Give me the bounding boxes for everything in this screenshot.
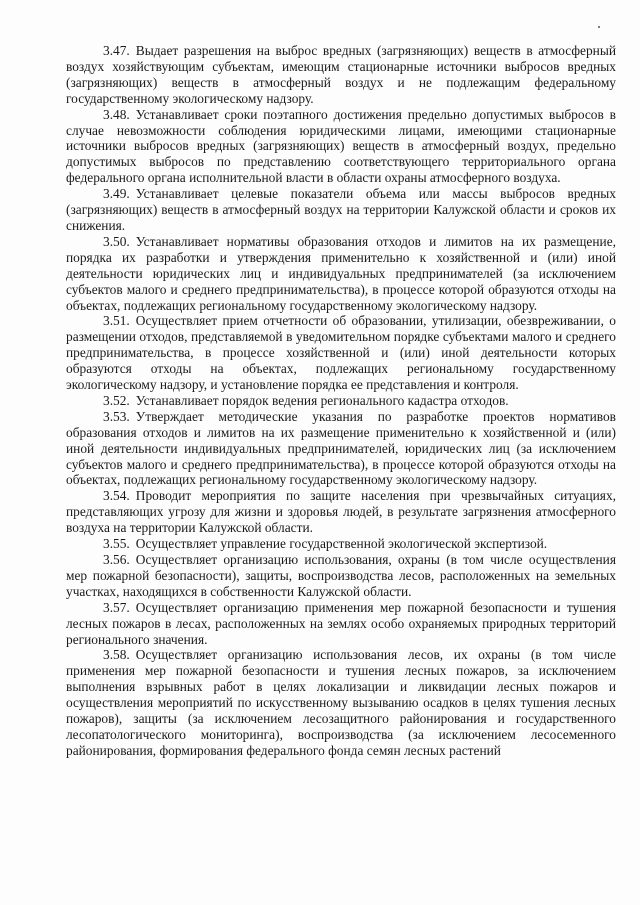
paragraph-3-48 bbox=[66, 107, 616, 187]
paragraph-text: Устанавливает целевые показатели объема или массы выбросов вредных (загрязняющих) веществ в атмосферный воздух на территории Калужской области и сроков их снижения. bbox=[66, 186, 616, 233]
paragraph-text: Осуществляет организацию использования, охраны (в том числе осуществления мер пожарной безопасности), защиты, воспроизводства лесов, расположенных на земельных участках, находящихся в собственности Калужской области. bbox=[66, 552, 616, 599]
paragraph-3-53 bbox=[66, 409, 616, 489]
paragraph-3-58 bbox=[66, 647, 616, 758]
paragraph-text: Устанавливает нормативы образования отходов и лимитов на их размещение, порядка их разработки и утверждения применительно к хозяйственной и (или) иной деятельности юридических лиц и индивидуальных предпринимателей (за исключением субъектов малого и среднего предпринимательства), в процессе которой образуются отходы на объектах, подлежащих региональному государственному экологическому надзору. bbox=[66, 233, 616, 313]
paragraph-3-52 bbox=[66, 393, 616, 409]
paragraph-3-56 bbox=[66, 552, 616, 600]
paragraph-text: Устанавливает порядок ведения регионального кадастра отходов. bbox=[135, 392, 509, 408]
paragraph-number: 3.48. bbox=[103, 106, 130, 122]
paragraph-number: 3.53. bbox=[103, 408, 130, 424]
scan-mark bbox=[598, 26, 600, 28]
paragraph-3-54 bbox=[66, 488, 616, 536]
paragraph-3-49 bbox=[66, 186, 616, 234]
paragraph-text: Осуществляет прием отчетности об образовании, утилизации, обезвреживании, о размещении отходов, представляемой в уведомительном порядке субъектами малого и среднего предпринимательства, в процессе хозяйственной и (или) иной деятельности которых образуются отходы на объектах, подлежащих региональному государственному экологическому надзору, и установление порядка ее представления и контроля. bbox=[66, 313, 616, 393]
paragraph-number: 3.51. bbox=[103, 313, 130, 329]
paragraph-3-47 bbox=[66, 43, 616, 107]
paragraph-number: 3.49. bbox=[103, 186, 130, 202]
paragraph-text: Проводит мероприятия по защите населения при чрезвычайных ситуациях, представляющих угрозу для жизни и здоровья людей, в результате загрязнения атмосферного воздуха на территории Калужской области. bbox=[66, 488, 616, 536]
paragraph-3-51 bbox=[66, 313, 616, 393]
paragraph-number: 3.54. bbox=[103, 488, 130, 504]
paragraph-number: 3.56. bbox=[103, 552, 130, 567]
paragraph-number: 3.47. bbox=[103, 43, 130, 58]
paragraph-text: Выдает разрешения на выброс вредных (загрязняющих) веществ в атмосферный воздух хозяйствующим субъектам, имеющим стационарные источники выбросов вредных (загрязняющих) веществ в атмосферный воздух и не подлежащим федеральному государственному экологическому надзору. bbox=[66, 43, 616, 106]
paragraph-number: 3.57. bbox=[103, 599, 130, 615]
paragraph-number: 3.52. bbox=[103, 392, 130, 408]
paragraph-text: Осуществляет организацию применения мер пожарной безопасности и тушения лесных пожаров в лесах, расположенных на землях особо охраняемых природных территорий регионального значения. bbox=[66, 599, 616, 647]
paragraph-3-57 bbox=[66, 600, 616, 648]
paragraph-number: 3.58. bbox=[103, 647, 130, 663]
paragraph-number: 3.55. bbox=[103, 536, 130, 552]
paragraph-text: Устанавливает сроки поэтапного достижения предельно допустимых выбросов в случае невозможности соблюдения юридическими лицами, имеющими стационарные источники выбросов вредных (загрязняющих) веществ в атмосферный воздух, предельно допустимых выбросов по представлению соответствующего территориального органа федерального органа исполнительной власти в области охраны атмосферного воздуха. bbox=[66, 106, 616, 186]
document-body bbox=[66, 43, 616, 759]
paragraph-text: Осуществляет организацию использования лесов, их охраны (в том числе применения мер пожарной безопасности и тушения лесных пожаров, за исключением выполнения взрывных работ в целях локализации и ликвидации лесных пожаров и осуществления мероприятий по искусственному вызыванию осадков в целях тушения лесных пожаров), защиты (за исключением лесозащитного районирования и государственного лесопатологического мониторинга), воспроизводства (за исключением лесосеменного районирования, формирования федерального фонда семян лесных растений bbox=[66, 647, 616, 758]
paragraph-text: Осуществляет управление государственной экологической экспертизой. bbox=[135, 536, 548, 552]
paragraph-text: Утверждает методические указания по разработке проектов нормативов образования отходов и лимитов на их размещение применительно к хозяйственной и (или) иной деятельности индивидуальных предпринимателей, юридических лиц (за исключением субъектов малого и среднего предпринимательства), в процессе которой образуются отходы на объектах, подлежащих региональному государственному экологическому надзору. bbox=[66, 408, 616, 488]
paragraph-number: 3.50. bbox=[103, 233, 130, 249]
paragraph-3-50 bbox=[66, 234, 616, 314]
paragraph-3-55 bbox=[66, 536, 616, 552]
